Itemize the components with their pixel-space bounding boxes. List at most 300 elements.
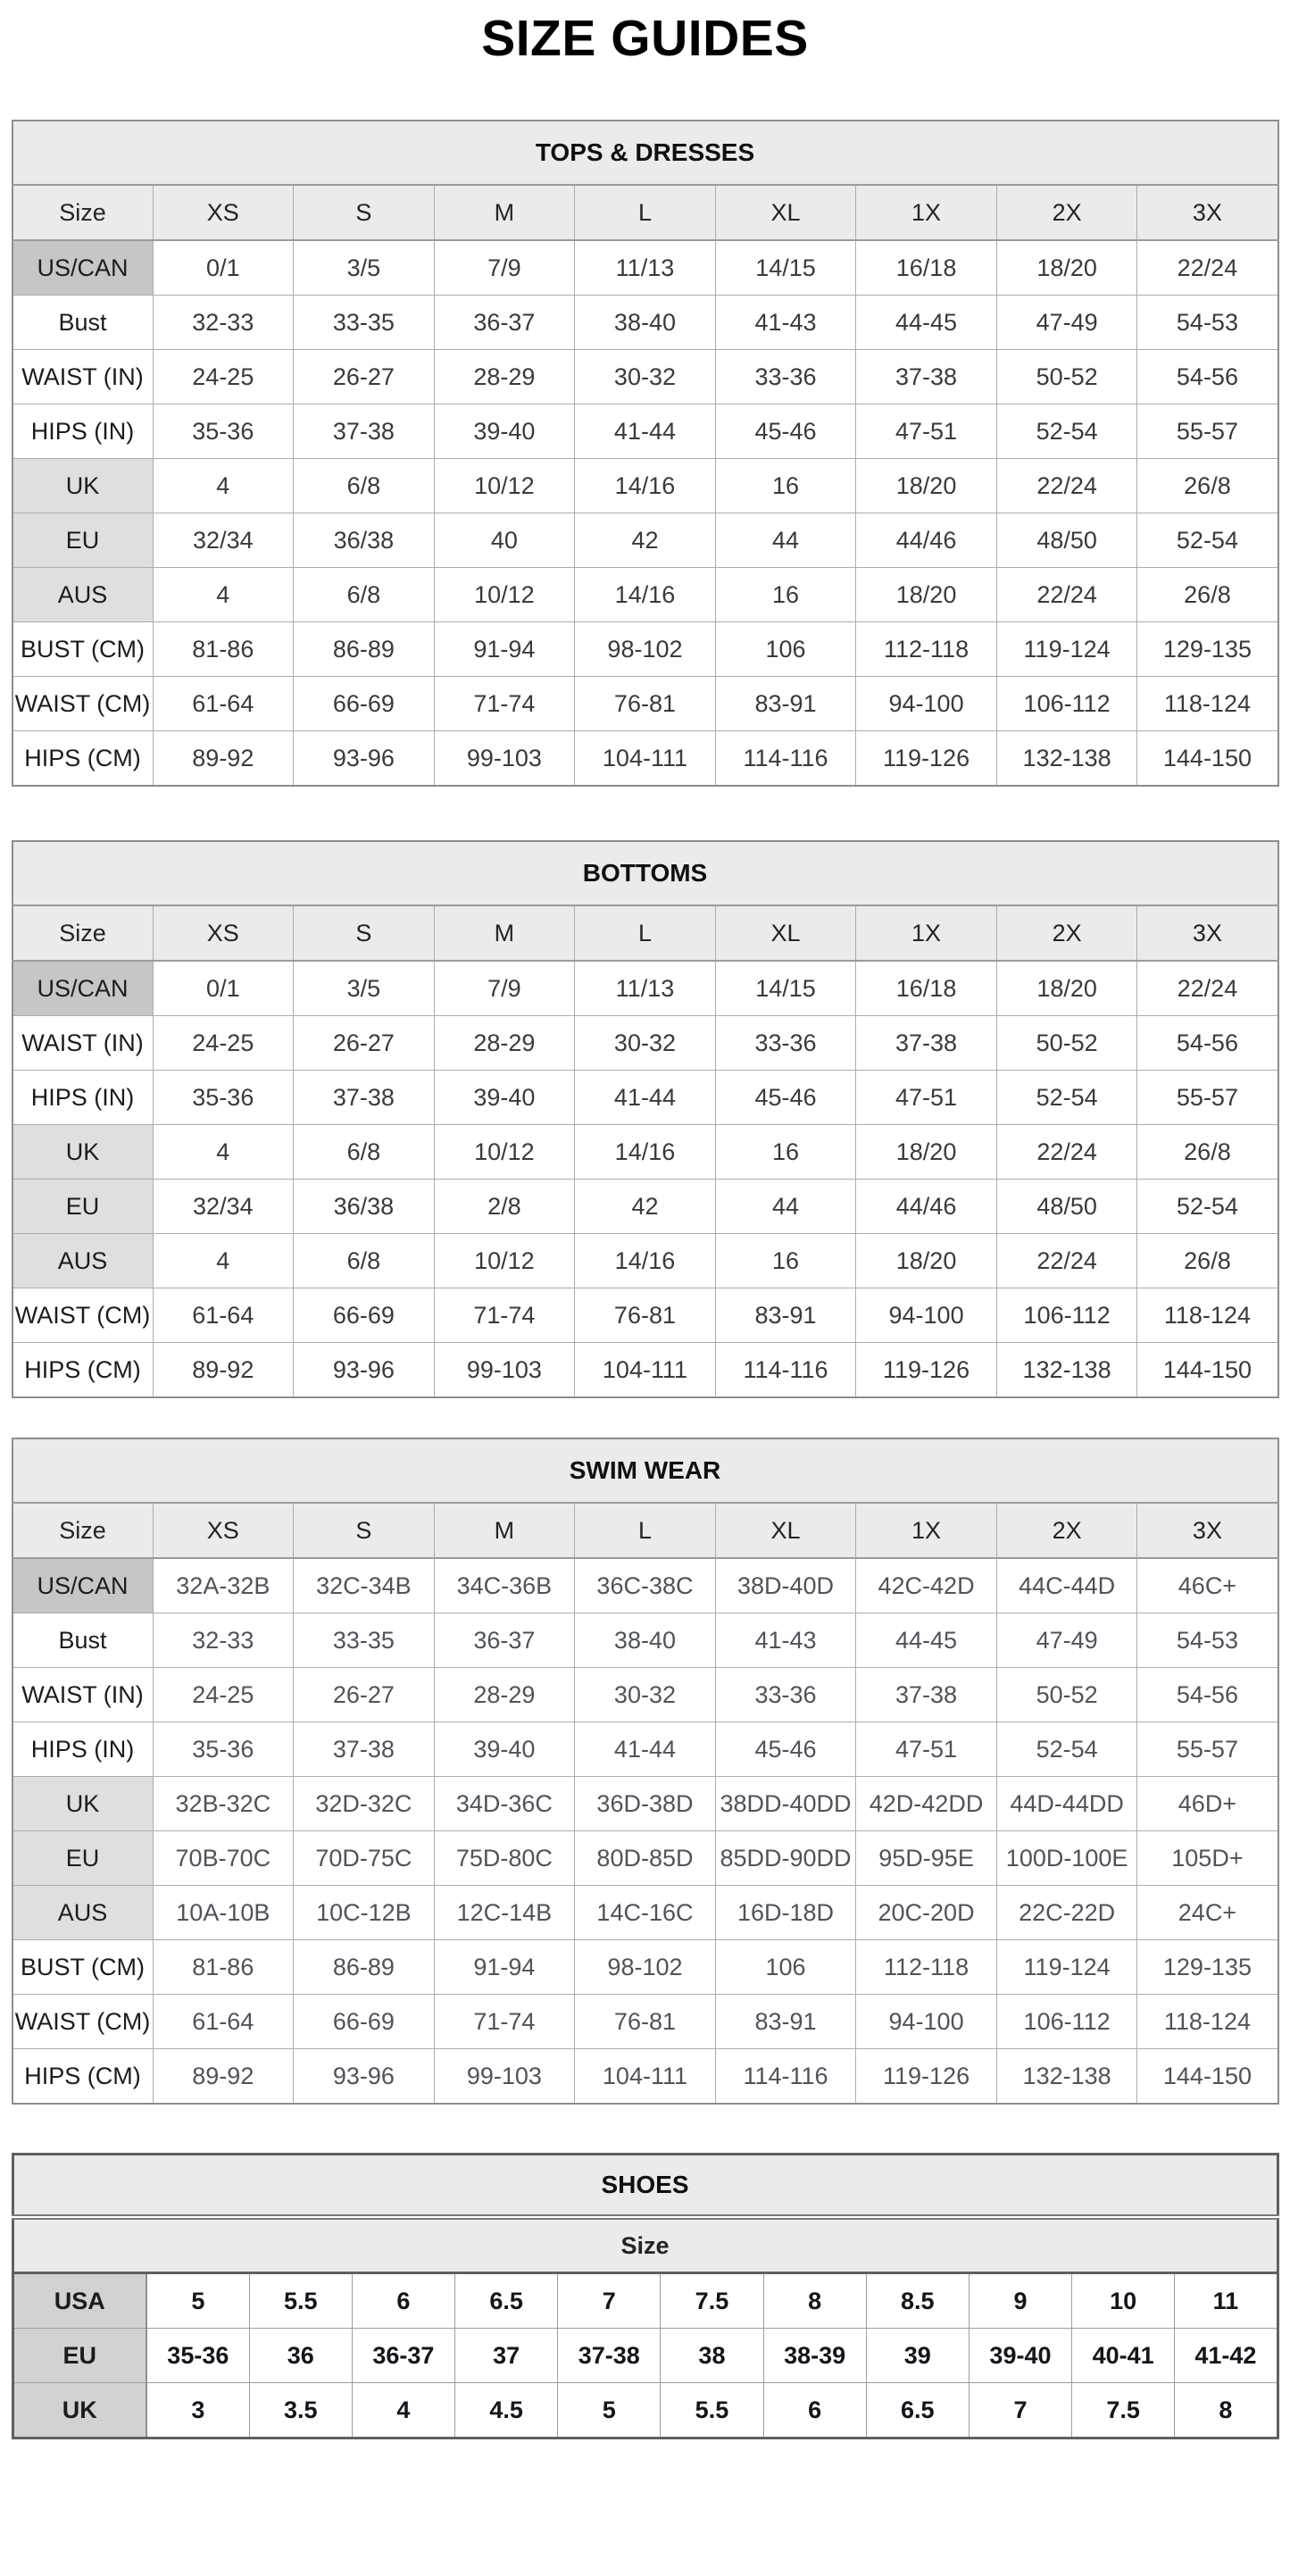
size-cell: 118-124 xyxy=(1137,677,1278,731)
size-cell: 35-36 xyxy=(146,2329,249,2383)
size-cell: 42D-42DD xyxy=(856,1777,997,1831)
table-title-tops-dresses: TOPS & DRESSES xyxy=(12,121,1278,185)
size-cell: 41-44 xyxy=(575,1071,716,1125)
row-label: EU xyxy=(12,2329,146,2383)
row-label: AUS xyxy=(12,568,154,622)
column-header-size: Size xyxy=(12,185,154,240)
size-row-hips-cm xyxy=(12,2049,1278,2105)
size-cell: 119-126 xyxy=(856,1343,997,1398)
size-cell: 89-92 xyxy=(153,1343,294,1398)
size-cell: 26/8 xyxy=(1137,1125,1278,1180)
size-cell: 11/13 xyxy=(575,961,716,1016)
size-cell: 47-51 xyxy=(856,1071,997,1125)
size-cell: 39-40 xyxy=(434,1071,575,1125)
size-cell: 16 xyxy=(715,568,856,622)
size-cell: 24C+ xyxy=(1137,1886,1278,1940)
size-cell: 16/18 xyxy=(856,961,997,1016)
size-cell: 11/13 xyxy=(575,240,716,296)
size-cell: 52-54 xyxy=(1137,1180,1278,1234)
size-cell: 119-124 xyxy=(996,622,1137,677)
size-cell: 38D-40D xyxy=(715,1558,856,1613)
size-cell: 94-100 xyxy=(856,677,997,731)
size-cell: 26/8 xyxy=(1137,459,1278,513)
column-header-m: M xyxy=(434,1503,575,1558)
size-cell: 26-27 xyxy=(294,350,435,404)
size-cell: 14/16 xyxy=(575,1234,716,1288)
size-cell: 36-37 xyxy=(352,2329,454,2383)
size-cell: 34D-36C xyxy=(434,1777,575,1831)
size-cell: 22/24 xyxy=(1137,961,1278,1016)
row-label: Bust xyxy=(12,296,154,350)
size-cell: 144-150 xyxy=(1137,731,1278,787)
size-cell: 50-52 xyxy=(996,350,1137,404)
row-label: WAIST (CM) xyxy=(12,677,154,731)
size-cell: 35-36 xyxy=(153,1722,294,1777)
size-cell: 36-37 xyxy=(434,1613,575,1668)
column-header-xl: XL xyxy=(715,1503,856,1558)
size-cell: 4 xyxy=(352,2383,454,2438)
size-cell: 38DD-40DD xyxy=(715,1777,856,1831)
size-cell: 91-94 xyxy=(434,622,575,677)
size-cell: 37-38 xyxy=(856,350,997,404)
column-header-xs: XS xyxy=(153,905,294,961)
size-cell: 14/16 xyxy=(575,1125,716,1180)
size-cell: 94-100 xyxy=(856,1288,997,1343)
row-label: UK xyxy=(12,2383,146,2438)
size-cell: 76-81 xyxy=(575,1995,716,2049)
row-label: USA xyxy=(12,2273,146,2329)
size-cell: 66-69 xyxy=(294,677,435,731)
size-cell: 24-25 xyxy=(153,350,294,404)
row-label: UK xyxy=(12,1777,154,1831)
size-cell: 104-111 xyxy=(575,731,716,787)
size-cell: 26-27 xyxy=(294,1668,435,1722)
size-cell: 10/12 xyxy=(434,459,575,513)
row-label: AUS xyxy=(12,1886,154,1940)
row-label: HIPS (IN) xyxy=(12,1722,154,1777)
size-cell: 52-54 xyxy=(996,1722,1137,1777)
size-cell: 86-89 xyxy=(294,1940,435,1995)
size-row-uk xyxy=(12,2383,1278,2438)
size-cell: 112-118 xyxy=(856,1940,997,1995)
size-row-hips-cm xyxy=(12,1343,1278,1398)
size-cell: 80D-85D xyxy=(575,1831,716,1886)
size-cell: 48/50 xyxy=(996,513,1137,568)
row-label: WAIST (CM) xyxy=(12,1995,154,2049)
size-cell: 30-32 xyxy=(575,350,716,404)
column-header-1x: 1X xyxy=(856,185,997,240)
size-row-waist-cm xyxy=(12,677,1278,731)
size-cell: 30-32 xyxy=(575,1668,716,1722)
size-row-usa xyxy=(12,2273,1278,2329)
size-cell: 99-103 xyxy=(434,2049,575,2105)
size-row-uk xyxy=(12,459,1278,513)
row-label: EU xyxy=(12,1180,154,1234)
size-cell: 7 xyxy=(558,2273,661,2329)
size-cell: 6/8 xyxy=(294,459,435,513)
size-cell: 55-57 xyxy=(1137,404,1278,459)
size-cell: 45-46 xyxy=(715,1722,856,1777)
row-label: HIPS (CM) xyxy=(12,1343,154,1398)
size-cell: 14/16 xyxy=(575,568,716,622)
size-cell: 6 xyxy=(763,2383,866,2438)
column-header-m: M xyxy=(434,185,575,240)
size-row-hips-cm xyxy=(12,731,1278,787)
size-cell: 129-135 xyxy=(1137,1940,1278,1995)
column-header-row xyxy=(12,185,1278,240)
column-header-s: S xyxy=(294,1503,435,1558)
size-cell: 112-118 xyxy=(856,622,997,677)
column-header-2x: 2X xyxy=(996,1503,1137,1558)
size-cell: 52-54 xyxy=(996,1071,1137,1125)
size-cell: 36D-38D xyxy=(575,1777,716,1831)
size-cell: 7/9 xyxy=(434,240,575,296)
size-cell: 6/8 xyxy=(294,568,435,622)
size-cell: 16D-18D xyxy=(715,1886,856,1940)
size-cell: 10/12 xyxy=(434,568,575,622)
size-cell: 144-150 xyxy=(1137,2049,1278,2105)
size-cell: 5.5 xyxy=(661,2383,763,2438)
size-cell: 106 xyxy=(715,1940,856,1995)
row-label: BUST (CM) xyxy=(12,1940,154,1995)
column-header-2x: 2X xyxy=(996,905,1137,961)
size-cell: 44D-44DD xyxy=(996,1777,1137,1831)
column-header-m: M xyxy=(434,905,575,961)
size-cell: 44C-44D xyxy=(996,1558,1137,1613)
size-cell: 119-126 xyxy=(856,2049,997,2105)
table-title-bottoms: BOTTOMS xyxy=(12,841,1278,905)
size-cell: 45-46 xyxy=(715,404,856,459)
size-cell: 5 xyxy=(146,2273,249,2329)
size-cell: 42 xyxy=(575,1180,716,1234)
size-cell: 44-45 xyxy=(856,296,997,350)
size-cell: 71-74 xyxy=(434,677,575,731)
size-cell: 114-116 xyxy=(715,1343,856,1398)
size-row-hips-in xyxy=(12,404,1278,459)
size-cell: 6/8 xyxy=(294,1234,435,1288)
size-cell: 52-54 xyxy=(1137,513,1278,568)
size-cell: 44/46 xyxy=(856,1180,997,1234)
row-label: WAIST (IN) xyxy=(12,1016,154,1071)
size-cell: 33-36 xyxy=(715,1668,856,1722)
size-cell: 37-38 xyxy=(294,404,435,459)
size-cell: 26-27 xyxy=(294,1016,435,1071)
size-cell: 32C-34B xyxy=(294,1558,435,1613)
table-title-swim-wear: SWIM WEAR xyxy=(12,1438,1278,1503)
column-header-xs: XS xyxy=(153,185,294,240)
size-cell: 16 xyxy=(715,1234,856,1288)
size-row-uk xyxy=(12,1777,1278,1831)
size-cell: 71-74 xyxy=(434,1288,575,1343)
size-cell: 54-56 xyxy=(1137,1016,1278,1071)
column-header-1x: 1X xyxy=(856,1503,997,1558)
size-cell: 106-112 xyxy=(996,1288,1137,1343)
size-cell: 105D+ xyxy=(1137,1831,1278,1886)
size-cell: 28-29 xyxy=(434,1668,575,1722)
size-row-waist-cm xyxy=(12,1995,1278,2049)
size-cell: 32B-32C xyxy=(153,1777,294,1831)
size-cell: 36C-38C xyxy=(575,1558,716,1613)
size-cell: 26/8 xyxy=(1137,1234,1278,1288)
size-cell: 7 xyxy=(969,2383,1071,2438)
size-cell: 18/20 xyxy=(856,459,997,513)
size-cell: 5 xyxy=(558,2383,661,2438)
size-cell: 6/8 xyxy=(294,1125,435,1180)
size-cell: 54-53 xyxy=(1137,296,1278,350)
column-header-3x: 3X xyxy=(1137,1503,1278,1558)
size-cell: 44 xyxy=(715,1180,856,1234)
size-cell: 75D-80C xyxy=(434,1831,575,1886)
size-cell: 81-86 xyxy=(153,622,294,677)
size-cell: 30-32 xyxy=(575,1016,716,1071)
size-cell: 50-52 xyxy=(996,1668,1137,1722)
row-label: EU xyxy=(12,513,154,568)
size-cell: 9 xyxy=(969,2273,1071,2329)
size-cell: 61-64 xyxy=(153,677,294,731)
size-cell: 71-74 xyxy=(434,1995,575,2049)
size-row-hips-in xyxy=(12,1722,1278,1777)
size-cell: 61-64 xyxy=(153,1995,294,2049)
size-row-uk xyxy=(12,1125,1278,1180)
size-cell: 129-135 xyxy=(1137,622,1278,677)
size-cell: 4 xyxy=(153,568,294,622)
column-header-2x: 2X xyxy=(996,185,1137,240)
size-cell: 10C-12B xyxy=(294,1886,435,1940)
column-header-l: L xyxy=(575,905,716,961)
size-cell: 86-89 xyxy=(294,622,435,677)
row-label: US/CAN xyxy=(12,1558,154,1613)
size-row-eu xyxy=(12,1180,1278,1234)
column-header-xl: XL xyxy=(715,905,856,961)
size-cell: 89-92 xyxy=(153,2049,294,2105)
size-cell: 93-96 xyxy=(294,1343,435,1398)
size-row-eu xyxy=(12,1831,1278,1886)
size-cell: 44-45 xyxy=(856,1613,997,1668)
size-cell: 18/20 xyxy=(856,568,997,622)
size-cell: 45-46 xyxy=(715,1071,856,1125)
row-label: WAIST (CM) xyxy=(12,1288,154,1343)
size-cell: 18/20 xyxy=(996,961,1137,1016)
size-cell: 118-124 xyxy=(1137,1288,1278,1343)
size-cell: 39-40 xyxy=(969,2329,1071,2383)
size-cell: 50-52 xyxy=(996,1016,1137,1071)
size-cell: 0/1 xyxy=(153,961,294,1016)
size-cell: 40 xyxy=(434,513,575,568)
table-band-bottoms xyxy=(12,841,1278,905)
size-cell: 40-41 xyxy=(1072,2329,1175,2383)
size-cell: 4.5 xyxy=(455,2383,558,2438)
row-label: HIPS (IN) xyxy=(12,1071,154,1125)
size-cell: 8 xyxy=(1175,2383,1278,2438)
size-cell: 70D-75C xyxy=(294,1831,435,1886)
size-cell: 93-96 xyxy=(294,2049,435,2105)
table-band-tops-dresses xyxy=(12,121,1278,185)
size-row-bust xyxy=(12,296,1278,350)
size-cell: 61-64 xyxy=(153,1288,294,1343)
row-label: US/CAN xyxy=(12,961,154,1016)
size-cell: 47-49 xyxy=(996,1613,1137,1668)
size-row-bust xyxy=(12,1613,1278,1668)
size-cell: 42C-42D xyxy=(856,1558,997,1613)
size-cell: 144-150 xyxy=(1137,1343,1278,1398)
size-cell: 38 xyxy=(661,2329,763,2383)
size-row-us-can xyxy=(12,961,1278,1016)
size-cell: 114-116 xyxy=(715,2049,856,2105)
row-label: HIPS (IN) xyxy=(12,404,154,459)
size-cell: 39 xyxy=(866,2329,969,2383)
size-cell: 32-33 xyxy=(153,296,294,350)
page-title: SIZE GUIDES xyxy=(481,10,809,67)
row-label: UK xyxy=(12,459,154,513)
row-label: WAIST (IN) xyxy=(12,1668,154,1722)
size-cell: 22/24 xyxy=(996,459,1137,513)
size-cell: 22/24 xyxy=(996,1125,1137,1180)
size-cell: 81-86 xyxy=(153,1940,294,1995)
size-cell: 10 xyxy=(1072,2273,1175,2329)
size-cell: 4 xyxy=(153,1234,294,1288)
size-cell: 41-42 xyxy=(1175,2329,1278,2383)
size-cell: 8.5 xyxy=(866,2273,969,2329)
size-cell: 76-81 xyxy=(575,1288,716,1343)
row-label: US/CAN xyxy=(12,240,154,296)
size-cell: 3 xyxy=(146,2383,249,2438)
size-cell: 106 xyxy=(715,622,856,677)
size-cell: 39-40 xyxy=(434,1722,575,1777)
size-cell: 12C-14B xyxy=(434,1886,575,1940)
size-cell: 16/18 xyxy=(856,240,997,296)
size-cell: 24-25 xyxy=(153,1668,294,1722)
size-cell: 26/8 xyxy=(1137,568,1278,622)
column-header-s: S xyxy=(294,185,435,240)
table-band-shoes xyxy=(12,2155,1278,2218)
table-title-shoes: SHOES xyxy=(12,2155,1278,2218)
size-cell: 33-36 xyxy=(715,1016,856,1071)
subheader-row xyxy=(12,2217,1278,2273)
size-cell: 37-38 xyxy=(294,1722,435,1777)
size-row-bust-cm xyxy=(12,1940,1278,1995)
table-band-swim-wear xyxy=(12,1438,1278,1503)
size-table-bottoms xyxy=(12,840,1279,1398)
size-cell: 18/20 xyxy=(856,1125,997,1180)
size-cell: 16 xyxy=(715,459,856,513)
size-cell: 99-103 xyxy=(434,1343,575,1398)
size-cell: 33-36 xyxy=(715,350,856,404)
size-cell: 85DD-90DD xyxy=(715,1831,856,1886)
size-cell: 14C-16C xyxy=(575,1886,716,1940)
size-cell: 46C+ xyxy=(1137,1558,1278,1613)
size-cell: 7/9 xyxy=(434,961,575,1016)
size-cell: 28-29 xyxy=(434,350,575,404)
size-cell: 52-54 xyxy=(996,404,1137,459)
size-cell: 8 xyxy=(763,2273,866,2329)
size-cell: 104-111 xyxy=(575,1343,716,1398)
size-cell: 36 xyxy=(249,2329,352,2383)
column-header-row xyxy=(12,905,1278,961)
size-row-us-can xyxy=(12,1558,1278,1613)
size-cell: 106-112 xyxy=(996,677,1137,731)
column-header-xs: XS xyxy=(153,1503,294,1558)
size-row-waist-in xyxy=(12,350,1278,404)
column-header-1x: 1X xyxy=(856,905,997,961)
size-cell: 4 xyxy=(153,459,294,513)
size-cell: 16 xyxy=(715,1125,856,1180)
size-cell: 41-44 xyxy=(575,1722,716,1777)
size-cell: 20C-20D xyxy=(856,1886,997,1940)
size-cell: 3/5 xyxy=(294,961,435,1016)
size-cell: 36/38 xyxy=(294,1180,435,1234)
size-cell: 5.5 xyxy=(249,2273,352,2329)
size-cell: 37-38 xyxy=(856,1016,997,1071)
size-cell: 24-25 xyxy=(153,1016,294,1071)
size-cell: 37-38 xyxy=(856,1668,997,1722)
size-cell: 36-37 xyxy=(434,296,575,350)
size-cell: 93-96 xyxy=(294,731,435,787)
size-cell: 47-51 xyxy=(856,404,997,459)
column-header-size: Size xyxy=(12,1503,154,1558)
size-cell: 99-103 xyxy=(434,731,575,787)
size-cell: 14/15 xyxy=(715,961,856,1016)
column-header-3x: 3X xyxy=(1137,185,1278,240)
size-cell: 10A-10B xyxy=(153,1886,294,1940)
size-cell: 38-40 xyxy=(575,296,716,350)
size-cell: 95D-95E xyxy=(856,1831,997,1886)
size-cell: 70B-70C xyxy=(153,1831,294,1886)
size-table-swim-wear xyxy=(12,1438,1279,2105)
size-cell: 3/5 xyxy=(294,240,435,296)
size-cell: 36/38 xyxy=(294,513,435,568)
size-cell: 54-53 xyxy=(1137,1613,1278,1668)
size-cell: 2/8 xyxy=(434,1180,575,1234)
size-cell: 22C-22D xyxy=(996,1886,1137,1940)
size-cell: 35-36 xyxy=(153,404,294,459)
size-cell: 38-40 xyxy=(575,1613,716,1668)
size-cell: 39-40 xyxy=(434,404,575,459)
size-cell: 100D-100E xyxy=(996,1831,1137,1886)
size-cell: 94-100 xyxy=(856,1995,997,2049)
size-cell: 98-102 xyxy=(575,1940,716,1995)
size-cell: 46D+ xyxy=(1137,1777,1278,1831)
size-cell: 41-43 xyxy=(715,1613,856,1668)
size-cell: 106-112 xyxy=(996,1995,1137,2049)
size-cell: 22/24 xyxy=(996,1234,1137,1288)
size-cell: 76-81 xyxy=(575,677,716,731)
size-cell: 47-51 xyxy=(856,1722,997,1777)
column-header-l: L xyxy=(575,185,716,240)
column-header-row xyxy=(12,1503,1278,1558)
size-cell: 18/20 xyxy=(856,1234,997,1288)
row-label: Bust xyxy=(12,1613,154,1668)
size-cell: 83-91 xyxy=(715,677,856,731)
size-row-waist-in xyxy=(12,1668,1278,1722)
subheader-size: Size xyxy=(12,2217,1278,2273)
column-header-3x: 3X xyxy=(1137,905,1278,961)
size-cell: 33-35 xyxy=(294,296,435,350)
size-cell: 132-138 xyxy=(996,731,1137,787)
size-cell: 91-94 xyxy=(434,1940,575,1995)
size-cell: 35-36 xyxy=(153,1071,294,1125)
size-cell: 7.5 xyxy=(661,2273,763,2329)
size-cell: 98-102 xyxy=(575,622,716,677)
size-row-waist-cm xyxy=(12,1288,1278,1343)
size-row-aus xyxy=(12,1886,1278,1940)
size-cell: 54-56 xyxy=(1137,1668,1278,1722)
size-row-bust-cm xyxy=(12,622,1278,677)
size-cell: 10/12 xyxy=(434,1234,575,1288)
size-cell: 41-44 xyxy=(575,404,716,459)
size-cell: 41-43 xyxy=(715,296,856,350)
size-cell: 11 xyxy=(1175,2273,1278,2329)
size-cell: 18/20 xyxy=(996,240,1137,296)
